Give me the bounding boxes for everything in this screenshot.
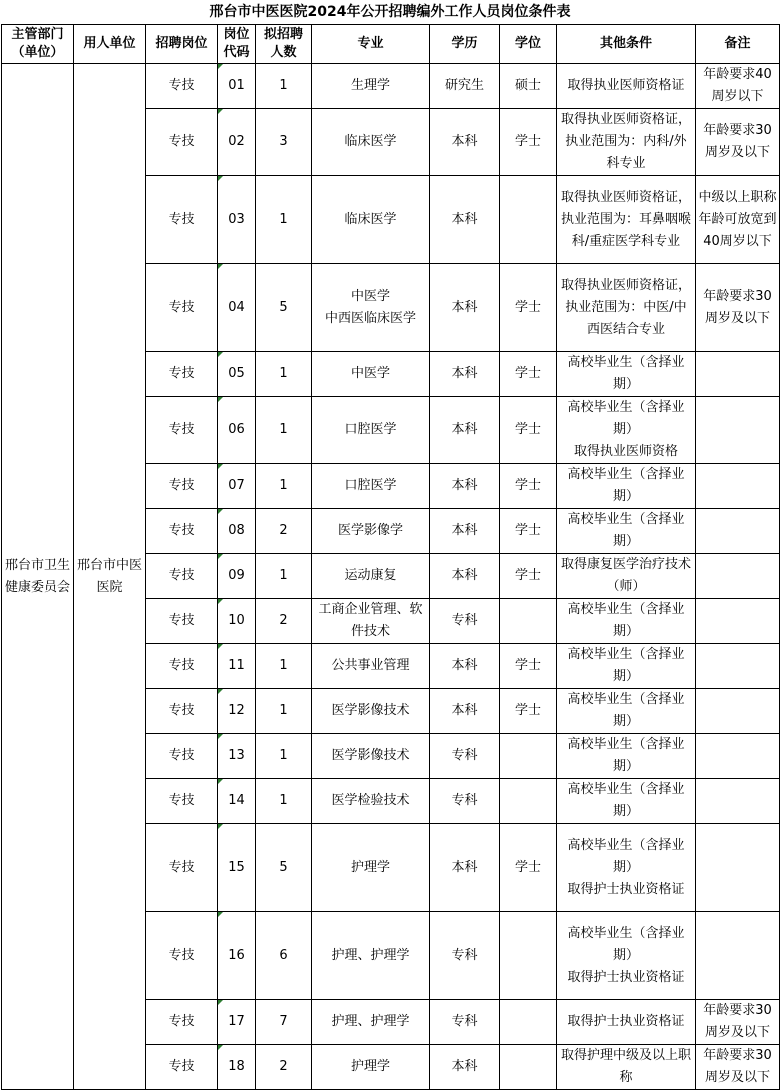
count-cell: 2 <box>256 1045 312 1090</box>
major-cell: 中医学 中西医临床医学 <box>312 264 430 352</box>
other-cell: 取得护理中级及以上职称 <box>557 1045 696 1090</box>
edu-cell: 本科 <box>430 176 500 264</box>
remark-cell <box>696 464 780 509</box>
header-degree: 学位 <box>500 25 557 64</box>
post-cell: 专技 <box>146 464 218 509</box>
post-cell: 专技 <box>146 644 218 689</box>
header-post: 招聘岗位 <box>146 25 218 64</box>
recruitment-table <box>1 24 780 1090</box>
count-cell: 1 <box>256 554 312 599</box>
degree-cell: 学士 <box>500 397 557 464</box>
unit-cell: 邢台市中医医院 <box>74 64 146 1090</box>
edu-cell: 本科 <box>430 689 500 734</box>
dept-cell: 邢台市卫生健康委员会 <box>2 64 74 1090</box>
degree-cell: 学士 <box>500 464 557 509</box>
remark-cell <box>696 734 780 779</box>
code-cell: 10 <box>218 599 256 644</box>
major-cell: 临床医学 <box>312 109 430 176</box>
major-cell: 中医学 <box>312 352 430 397</box>
count-cell: 6 <box>256 912 312 1000</box>
major-cell: 临床医学 <box>312 176 430 264</box>
post-cell: 专技 <box>146 109 218 176</box>
count-cell: 1 <box>256 64 312 109</box>
post-cell: 专技 <box>146 64 218 109</box>
major-cell: 医学影像技术 <box>312 689 430 734</box>
remark-cell: 年龄要求30周岁及以下 <box>696 109 780 176</box>
other-cell: 取得康复医学治疗技术（师） <box>557 554 696 599</box>
post-cell: 专技 <box>146 1045 218 1090</box>
major-cell: 护理学 <box>312 824 430 912</box>
code-cell: 18 <box>218 1045 256 1090</box>
header-edu: 学历 <box>430 25 500 64</box>
count-cell: 1 <box>256 176 312 264</box>
count-cell: 7 <box>256 1000 312 1045</box>
count-cell: 1 <box>256 734 312 779</box>
code-cell: 16 <box>218 912 256 1000</box>
degree-cell: 学士 <box>500 824 557 912</box>
code-cell: 13 <box>218 734 256 779</box>
remark-cell <box>696 599 780 644</box>
edu-cell: 本科 <box>430 352 500 397</box>
degree-cell: 硕士 <box>500 64 557 109</box>
major-cell: 护理学 <box>312 1045 430 1090</box>
major-cell: 医学影像学 <box>312 509 430 554</box>
degree-cell: 学士 <box>500 509 557 554</box>
count-cell: 1 <box>256 689 312 734</box>
degree-cell: 学士 <box>500 352 557 397</box>
other-cell: 取得执业医师资格证，执业范围为：耳鼻咽喉科/重症医学科专业 <box>557 176 696 264</box>
degree-cell: 学士 <box>500 264 557 352</box>
edu-cell: 本科 <box>430 644 500 689</box>
code-cell: 02 <box>218 109 256 176</box>
degree-cell: 学士 <box>500 109 557 176</box>
edu-cell: 本科 <box>430 509 500 554</box>
major-cell: 医学检验技术 <box>312 779 430 824</box>
other-cell: 高校毕业生（含择业期） <box>557 509 696 554</box>
header-unit: 用人单位 <box>74 25 146 64</box>
other-cell: 高校毕业生（含择业期） <box>557 464 696 509</box>
post-cell: 专技 <box>146 912 218 1000</box>
edu-cell: 专科 <box>430 734 500 779</box>
post-cell: 专技 <box>146 352 218 397</box>
remark-cell <box>696 397 780 464</box>
remark-cell <box>696 352 780 397</box>
major-cell: 护理、护理学 <box>312 1000 430 1045</box>
edu-cell: 本科 <box>430 397 500 464</box>
other-cell: 高校毕业生（含择业期） <box>557 734 696 779</box>
code-cell: 06 <box>218 397 256 464</box>
post-cell: 专技 <box>146 599 218 644</box>
other-cell: 高校毕业生（含择业期） <box>557 599 696 644</box>
other-cell: 取得执业医师资格证，执业范围为：内科/外科专业 <box>557 109 696 176</box>
header-count: 拟招聘人数 <box>256 25 312 64</box>
major-cell: 工商企业管理、软件技术 <box>312 599 430 644</box>
edu-cell: 本科 <box>430 554 500 599</box>
count-cell: 1 <box>256 464 312 509</box>
major-cell: 护理、护理学 <box>312 912 430 1000</box>
code-cell: 05 <box>218 352 256 397</box>
edu-cell: 本科 <box>430 1045 500 1090</box>
degree-cell <box>500 1000 557 1045</box>
other-cell: 高校毕业生（含择业期） <box>557 644 696 689</box>
post-cell: 专技 <box>146 397 218 464</box>
edu-cell: 本科 <box>430 109 500 176</box>
post-cell: 专技 <box>146 824 218 912</box>
edu-cell: 本科 <box>430 824 500 912</box>
post-cell: 专技 <box>146 509 218 554</box>
code-cell: 03 <box>218 176 256 264</box>
table-row <box>2 64 780 109</box>
post-cell: 专技 <box>146 554 218 599</box>
remark-cell <box>696 824 780 912</box>
page-title: 邢台市中医医院2024年公开招聘编外工作人员岗位条件表 <box>209 4 571 20</box>
remark-cell <box>696 644 780 689</box>
header-code: 岗位代码 <box>218 25 256 64</box>
remark-cell: 年龄要求30周岁及以下 <box>696 1045 780 1090</box>
degree-cell: 学士 <box>500 689 557 734</box>
count-cell: 5 <box>256 824 312 912</box>
edu-cell: 本科 <box>430 264 500 352</box>
count-cell: 1 <box>256 352 312 397</box>
header-remark: 备注 <box>696 25 780 64</box>
degree-cell <box>500 779 557 824</box>
remark-cell <box>696 554 780 599</box>
major-cell: 口腔医学 <box>312 397 430 464</box>
post-cell: 专技 <box>146 264 218 352</box>
other-cell: 取得护士执业资格证 <box>557 1000 696 1045</box>
degree-cell <box>500 599 557 644</box>
remark-cell <box>696 509 780 554</box>
other-cell: 高校毕业生（含择业期） <box>557 352 696 397</box>
header-dept: 主管部门（单位） <box>2 25 74 64</box>
code-cell: 15 <box>218 824 256 912</box>
code-cell: 04 <box>218 264 256 352</box>
degree-cell <box>500 1045 557 1090</box>
degree-cell <box>500 912 557 1000</box>
count-cell: 3 <box>256 109 312 176</box>
degree-cell <box>500 176 557 264</box>
major-cell: 口腔医学 <box>312 464 430 509</box>
post-cell: 专技 <box>146 689 218 734</box>
degree-cell: 学士 <box>500 644 557 689</box>
major-cell: 运动康复 <box>312 554 430 599</box>
code-cell: 07 <box>218 464 256 509</box>
count-cell: 1 <box>256 397 312 464</box>
other-cell: 高校毕业生（含择业期） 取得护士执业资格证 <box>557 912 696 1000</box>
code-cell: 11 <box>218 644 256 689</box>
code-cell: 14 <box>218 779 256 824</box>
major-cell: 公共事业管理 <box>312 644 430 689</box>
major-cell: 生理学 <box>312 64 430 109</box>
other-cell: 高校毕业生（含择业期） 取得护士执业资格证 <box>557 824 696 912</box>
other-cell: 取得执业医师资格证 <box>557 64 696 109</box>
code-cell: 12 <box>218 689 256 734</box>
remark-cell: 年龄要求30周岁及以下 <box>696 264 780 352</box>
remark-cell: 中级以上职称年龄可放宽到40周岁以下 <box>696 176 780 264</box>
edu-cell: 研究生 <box>430 64 500 109</box>
code-cell: 09 <box>218 554 256 599</box>
other-cell: 取得执业医师资格证，执业范围为：中医/中西医结合专业 <box>557 264 696 352</box>
remark-cell <box>696 779 780 824</box>
other-cell: 高校毕业生（含择业期） <box>557 779 696 824</box>
post-cell: 专技 <box>146 734 218 779</box>
code-cell: 01 <box>218 64 256 109</box>
post-cell: 专技 <box>146 779 218 824</box>
header-other: 其他条件 <box>557 25 696 64</box>
degree-cell <box>500 734 557 779</box>
count-cell: 2 <box>256 599 312 644</box>
edu-cell: 专科 <box>430 1000 500 1045</box>
count-cell: 1 <box>256 779 312 824</box>
major-cell: 医学影像技术 <box>312 734 430 779</box>
count-cell: 1 <box>256 644 312 689</box>
edu-cell: 专科 <box>430 779 500 824</box>
other-cell: 高校毕业生（含择业期） <box>557 689 696 734</box>
edu-cell: 专科 <box>430 599 500 644</box>
header-row <box>2 25 780 64</box>
remark-cell: 年龄要求30周岁及以下 <box>696 1000 780 1045</box>
edu-cell: 本科 <box>430 464 500 509</box>
count-cell: 5 <box>256 264 312 352</box>
remark-cell: 年龄要求40周岁以下 <box>696 64 780 109</box>
other-cell: 高校毕业生（含择业期） 取得执业医师资格 <box>557 397 696 464</box>
remark-cell <box>696 689 780 734</box>
degree-cell: 学士 <box>500 554 557 599</box>
remark-cell <box>696 912 780 1000</box>
code-cell: 17 <box>218 1000 256 1045</box>
post-cell: 专技 <box>146 1000 218 1045</box>
post-cell: 专技 <box>146 176 218 264</box>
count-cell: 2 <box>256 509 312 554</box>
header-major: 专业 <box>312 25 430 64</box>
edu-cell: 专科 <box>430 912 500 1000</box>
code-cell: 08 <box>218 509 256 554</box>
